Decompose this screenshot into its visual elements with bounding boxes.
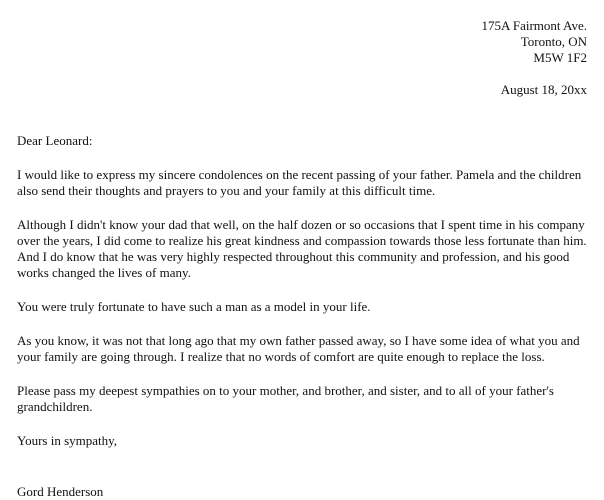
salutation: Dear Leonard:: [17, 133, 93, 148]
paragraph: As you know, it was not that long ago that my own father passed away, so I have some idea of what you and your family are going through. I realize that no words of comfort are quite enough to replace the loss.: [17, 333, 580, 364]
letter-body: [17, 133, 592, 500]
paragraph: I would like to express my sincere condolences on the recent passing of your father. Pamela and the children also send their thoughts and prayers to you and your family at this difficult time.: [17, 167, 582, 198]
sender-address: [481, 18, 587, 66]
paragraph: Please pass my deepest sympathies on to your mother, and brother, and sister, and to all of your father's grandchildren.: [17, 383, 554, 414]
address-street: 175A Fairmont Ave.: [481, 18, 587, 33]
signature: Gord Henderson: [17, 484, 104, 499]
closing: Yours in sympathy,: [17, 433, 118, 448]
paragraph: Although I didn't know your dad that well, on the half dozen or so occasions that I spent time in his company over the years, I did come to realize his great kindness and compassion towards those less fortunate than him. And I do know that he was very highly respected throughout this community and profession, and his good works changed the lives of many.: [17, 217, 587, 280]
address-city: Toronto, ON: [520, 34, 587, 49]
letter-date: August 18, 20xx: [500, 82, 587, 97]
paragraph: You were truly fortunate to have such a man as a model in your life.: [17, 299, 371, 314]
address-postal: M5W 1F2: [533, 50, 587, 65]
